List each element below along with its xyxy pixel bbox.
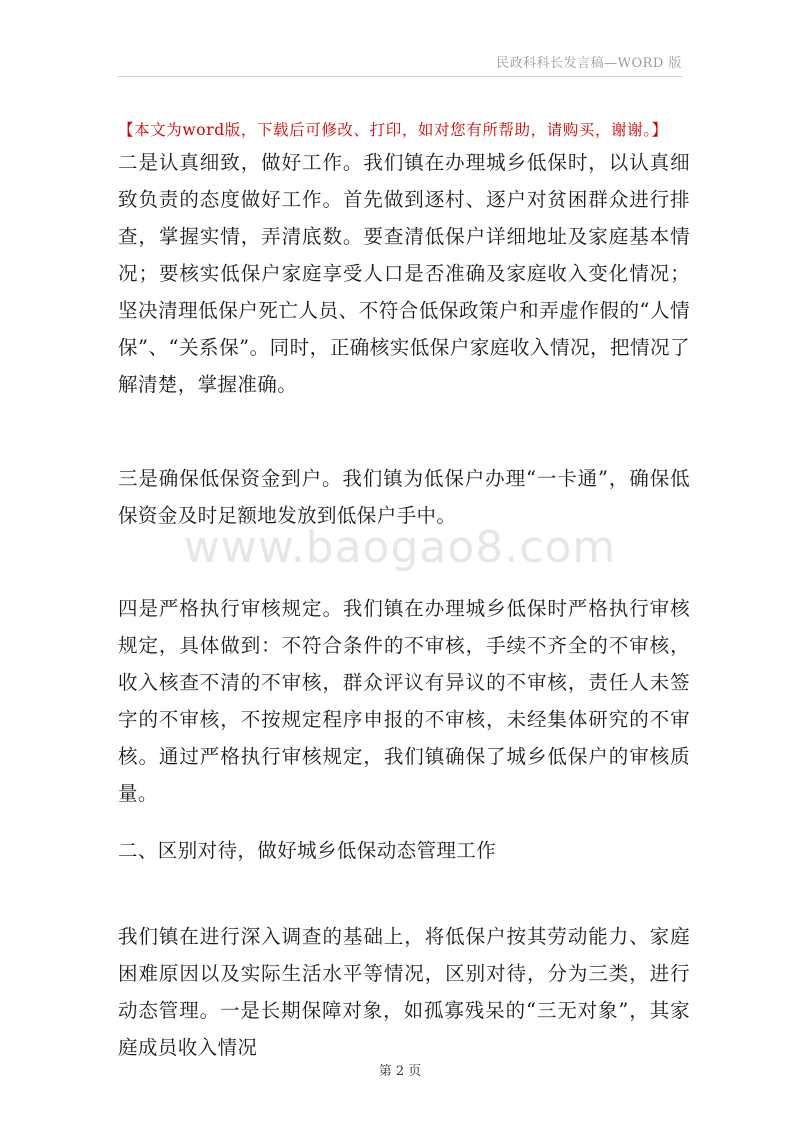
header-divider — [118, 76, 682, 77]
purchase-notice: 【本文为word版，下载后可修改、打印，如对您有所帮助，请购买，谢谢。】 — [118, 121, 668, 139]
body-paragraph: 四是严格执行审核规定。我们镇在办理城乡低保时严格执行审核规定，具体做到：不符合条件的不审核，手续不齐全的不审核，收入核查不清的不审核，群众评议有异议的不审核，责任人未签字的不审核，不按规定程序申报的不审核，未经集体研究的不审核。通过严格执行审核规定，我们镇确保了城乡低保户的审核质量。 — [118, 597, 690, 805]
body-paragraph: 我们镇在进行深入调查的基础上，将低保户按其劳动能力、家庭困难原因以及实际生活水平等情况，区别对待，分为三类，进行动态管理。一是长期保障对象，如孤寡残呆的“三无对象”，其家庭成员收入情况 — [118, 925, 690, 1059]
page-number: 第 2 页 — [378, 1064, 422, 1079]
body-paragraph: 三是确保低保资金到户。我们镇为低保户办理“一卡通”，确保低保资金及时足额地发放到低保户手中。 — [118, 467, 690, 527]
section-heading: 二、区别对待，做好城乡低保动态管理工作 — [118, 839, 497, 862]
watermark: www.baogao8.com — [183, 522, 617, 573]
document-header: 民政科科长发言稿—WORD 版 — [496, 56, 682, 71]
body-paragraph: 二是认真细致，做好工作。我们镇在办理城乡低保时，以认真细致负责的态度做好工作。首先做到逐村、逐户对贫困群众进行排查，掌握实情，弄清底数。要查清低保户详细地址及家庭基本情况；要核实低保户家庭享受人口是否准确及家庭收入变化情况；坚决清理低保户死亡人员、不符合低保政策户和弄虚作假的“人情保”、“关系保”。同时，正确核实低保户家庭收入情况，把情况了解清楚，掌握准确。 — [118, 151, 690, 396]
